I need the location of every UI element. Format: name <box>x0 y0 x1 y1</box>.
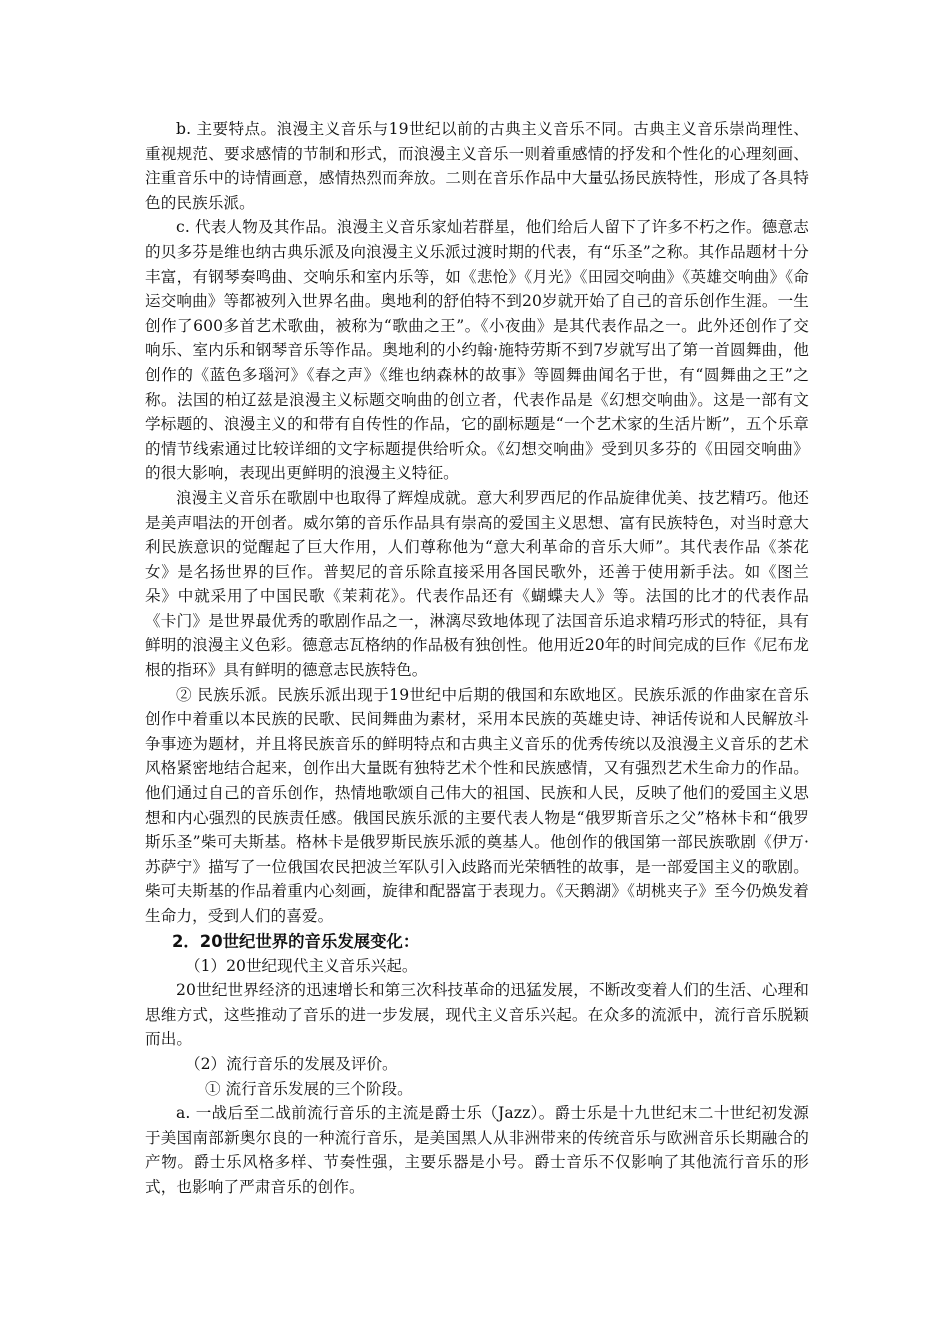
subheading-pop-music: （2）流行音乐的发展及评价。 <box>185 1054 398 1073</box>
paragraph-modernist-rise: 20世纪世界经济的迅速增长和第三次科技革命的迅猛发展，不断改变着人们的生活、心理和思维方式，这些推动了音乐的进一步发展，现代主义音乐兴起。在众多的流派中，流行音乐脱颖而出。 <box>145 981 809 1049</box>
paragraph-national-school: ② 民族乐派。民族乐派出现于19世纪中后期的俄国和东欧地区。民族乐派的作曲家在音乐创作中着重以本民族的民歌、民间舞曲为素材，采用本民族的英雄史诗、神话传说和人民解放斗争事迹为题材，并且将民族音乐的鲜明特点和古典主义音乐的优秀传统以及浪漫主义音乐的艺术风格紧密地结合起来，创作出大量既有独特艺术个性和民族感情，又有强烈艺术生命力的作品。他们通过自己的音乐创作，热情地歌颂自己伟大的祖国、民族和人民，反映了他们的爱国主义思想和内心强烈的民族责任感。俄国民族乐派的主要代表人物是“俄罗斯音乐之父”格林卡和“俄罗斯乐圣”柴可夫斯基。格林卡是俄罗斯民族乐派的奠基人。他创作的俄国第一部民族歌剧《伊万·苏萨宁》描写了一位俄国农民把波兰军队引入歧路而光荣牺牲的故事，是一部爱国主义的歌剧。柴可夫斯基的作品着重内心刻画，旋律和配器富于表现力。《天鹅湖》《胡桃夹子》至今仍焕发着生命力，受到人们的喜爱。 <box>145 685 809 925</box>
section-heading-20th-century: 2．20世纪世界的音乐发展变化： <box>172 931 420 951</box>
document-page <box>145 117 809 1200</box>
paragraph-romantic-features: b. 主要特点。浪漫主义音乐与19世纪以前的古典主义音乐不同。古典主义音乐崇尚理性、重视规范、要求感情的节制和形式，而浪漫主义音乐一则着重感情的抒发和个性化的心理刻画、注重音乐中的诗情画意，感情热烈而奔放。二则在音乐作品中大量弘扬民族特性，形成了各具特色的民族乐派。 <box>145 120 809 212</box>
paragraph-romantic-opera: 浪漫主义音乐在歌剧中也取得了辉煌成就。意大利罗西尼的作品旋律优美、技艺精巧。他还是美声唱法的开创者。威尔第的音乐作品具有崇高的爱国主义思想、富有民族特色，对当时意大利民族意识的觉醒起了巨大作用，人们尊称他为“意大利革命的音乐大师”。其代表作品《茶花女》是名扬世界的巨作。普契尼的音乐除直接采用各国民歌外，还善于使用新手法。如《图兰朵》中就采用了中国民歌《茉莉花》。代表作品还有《蝴蝶夫人》等。法国的比才的代表作品《卡门》是世界最优秀的歌剧作品之一，淋漓尽致地体现了法国音乐追求精巧形式的特征，具有鲜明的浪漫主义色彩。德意志瓦格纳的作品极有独创性。他用近20年的时间完成的巨作《尼布龙根的指环》具有鲜明的德意志民族特色。 <box>145 488 809 680</box>
paragraph-representative-figures: c. 代表人物及其作品。浪漫主义音乐家灿若群星，他们给后人留下了许多不朽之作。德意志的贝多芬是维也纳古典乐派及向浪漫主义乐派过渡时期的代表，有“乐圣”之称。其作品题材十分丰富，有钢琴奏鸣曲、交响乐和室内乐等，如《悲怆》《月光》《田园交响曲》《英雄交响曲》《命运交响曲》等都被列入世界名曲。奥地利的舒伯特不到20岁就开始了自己的音乐创作生涯。一生创作了600多首艺术歌曲，被称为“歌曲之王”。《小夜曲》是其代表作品之一。此外还创作了交响乐、室内乐和钢琴音乐等作品。奥地利的小约翰·施特劳斯不到7岁就写出了第一首圆舞曲，他创作的《蓝色多瑙河》《春之声》《维也纳森林的故事》等圆舞曲闻名于世，有“圆舞曲之王”之称。法国的柏辽兹是浪漫主义标题交响曲的创立者，代表作品是《幻想交响曲》。这是一部有文学标题的、浪漫主义的和带有自传性的作品，它的副标题是“一个艺术家的生活片断”，五个乐章的情节线索通过比较详细的文字标题提供给听众。《幻想交响曲》受到贝多芬的《田园交响曲》的很大影响，表现出更鲜明的浪漫主义特征。 <box>145 218 809 483</box>
subheading-three-stages: ① 流行音乐发展的三个阶段。 <box>205 1079 413 1098</box>
paragraph-jazz: a. 一战后至二战前流行音乐的主流是爵士乐（Jazz）。爵士乐是十九世纪末二十世纪初发源于美国南部新奥尔良的一种流行音乐，是美国黑人从非洲带来的传统音乐与欧洲音乐长期融合的产物。爵士乐风格多样、节奏性强，主要乐器是小号。爵士音乐不仅影响了其他流行音乐的形式，也影响了严肃音乐的创作。 <box>145 1104 809 1196</box>
subheading-modernist-music: （1）20世纪现代主义音乐兴起。 <box>185 956 418 975</box>
